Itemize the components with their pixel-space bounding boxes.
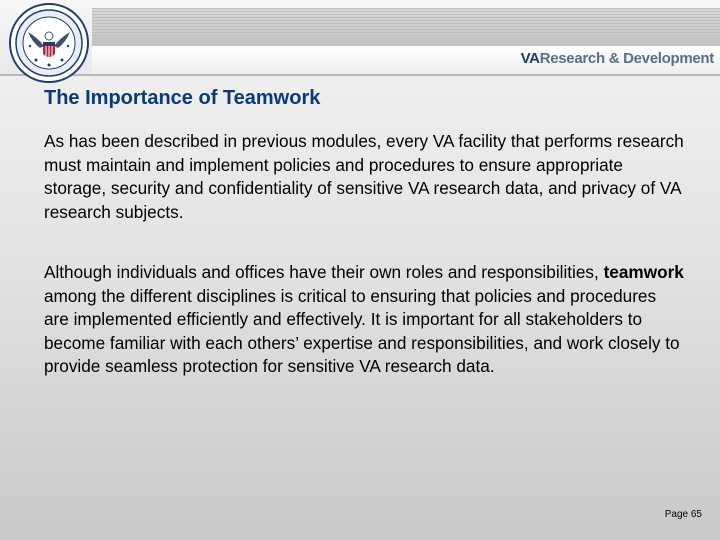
- paragraph-1: As has been described in previous modules, every VA facility that performs research must maintain and implement policies and procedures to ensure appropriate storage, security and confidentiality of sensitive VA research data, and privacy of VA research subjects.: [44, 131, 684, 222]
- paragraph-2-end: among the different disciplines is critical to ensuring that policies and procedures are implemented efficiently and effectively. It is important for all stakeholders to become familiar with each others’ expertise and responsibilities, and work closely to provide seamless protection for sensitive VA research data.: [44, 285, 680, 376]
- va-seal-icon: [8, 2, 90, 84]
- brand-text: Research & Development: [539, 50, 714, 67]
- brand-logo: [521, 50, 714, 67]
- header-stripes: [92, 8, 720, 46]
- paragraph-2: [44, 261, 684, 379]
- brand-va: VA: [520, 50, 540, 67]
- teamwork-emphasis: teamwork: [603, 262, 684, 282]
- paragraph-2-start: Although individuals and offices have their own roles and responsibilities,: [44, 262, 604, 282]
- header-rule: [0, 74, 720, 76]
- page-number: Page 65: [664, 509, 702, 520]
- slide-title: The Importance of Teamwork: [44, 87, 321, 109]
